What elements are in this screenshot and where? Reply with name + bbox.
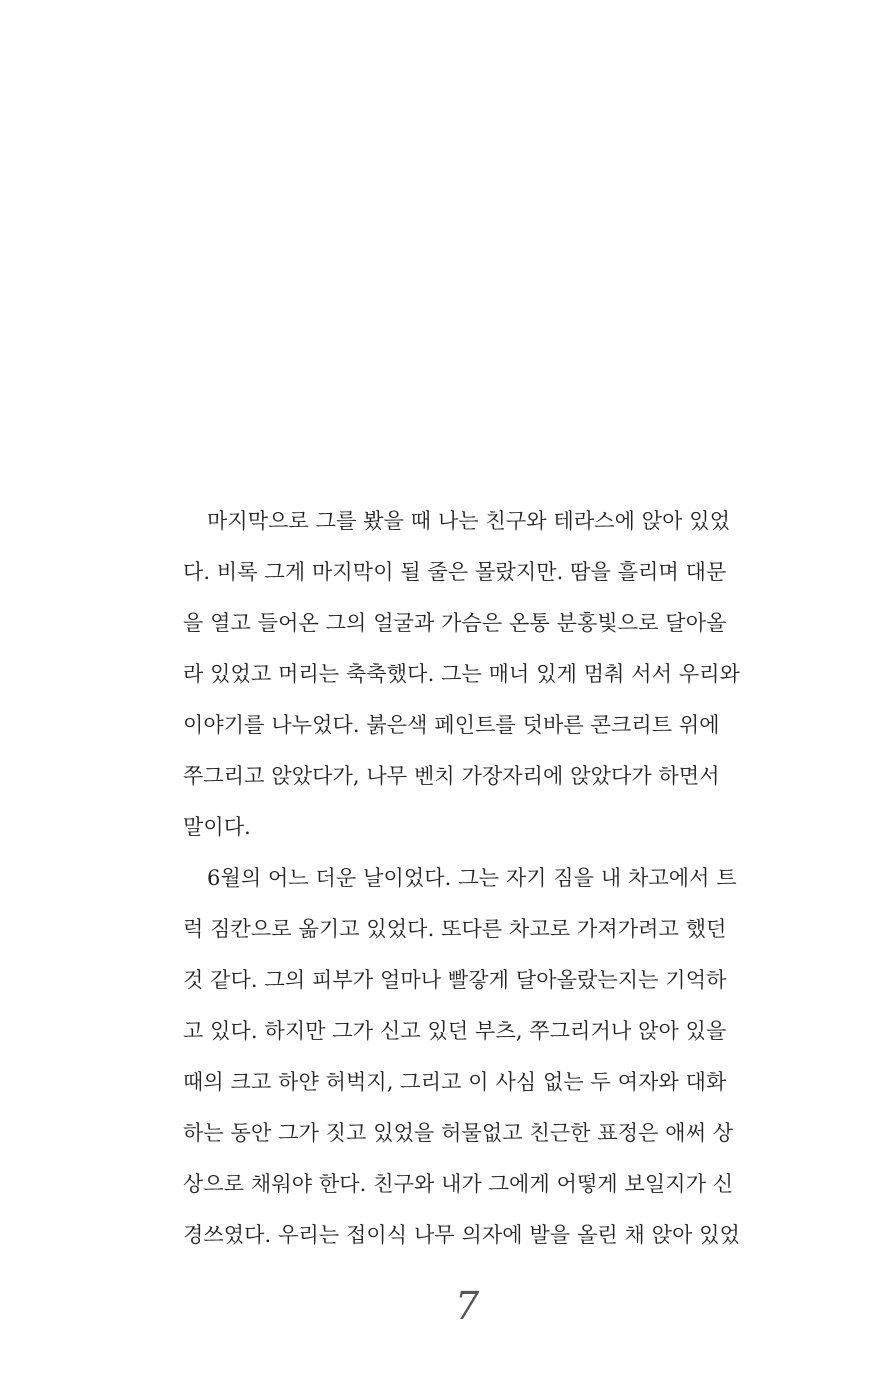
text-line: 고 있다. 하지만 그가 신고 있던 부츠, 쭈그리거나 앉아 있을 [183,1019,727,1043]
text-line: 말이다. [183,815,251,839]
text-line: 을 열고 들어온 그의 얼굴과 가슴은 온통 분홍빛으로 달아올 [183,611,727,635]
text-line: 쭈그리고 앉았다가, 나무 벤치 가장자리에 앉았다가 하면서 [183,764,720,788]
text-line: 마지막으로 그를 봤을 때 나는 친구와 테라스에 앉아 있었 [207,509,731,533]
text-line: 하는 동안 그가 짓고 있었을 허물없고 친근한 표정은 애써 상 [183,1121,734,1145]
text-line: 경쓰였다. 우리는 접이식 나무 의자에 발을 올린 채 앉아 있었 [183,1223,741,1247]
text-line: 이야기를 나누었다. 붉은색 페인트를 덧바른 콘크리트 위에 [183,713,720,737]
page-number: 7 [455,1284,480,1328]
text-line: 럭 짐칸으로 옮기고 있었다. 또다른 차고로 가져가려고 했던 [183,917,727,941]
body-text [183,496,783,1261]
text-line: 것 같다. 그의 피부가 얼마나 빨갛게 달아올랐는지는 기억하 [183,968,727,992]
text-line: 다. 비록 그게 마지막이 될 줄은 몰랐지만. 땀을 흘리며 대문 [183,560,727,584]
text-line: 라 있었고 머리는 축축했다. 그는 매너 있게 멈춰 서서 우리와 [183,662,741,686]
text-line: 상으로 채워야 한다. 친구와 내가 그에게 어떻게 보일지가 신 [183,1172,734,1196]
text-line: 6월의 어느 더운 날이었다. 그는 자기 짐을 내 차고에서 트 [207,866,737,890]
text-line: 때의 크고 하얀 허벅지, 그리고 이 사심 없는 두 여자와 대화 [183,1070,727,1094]
